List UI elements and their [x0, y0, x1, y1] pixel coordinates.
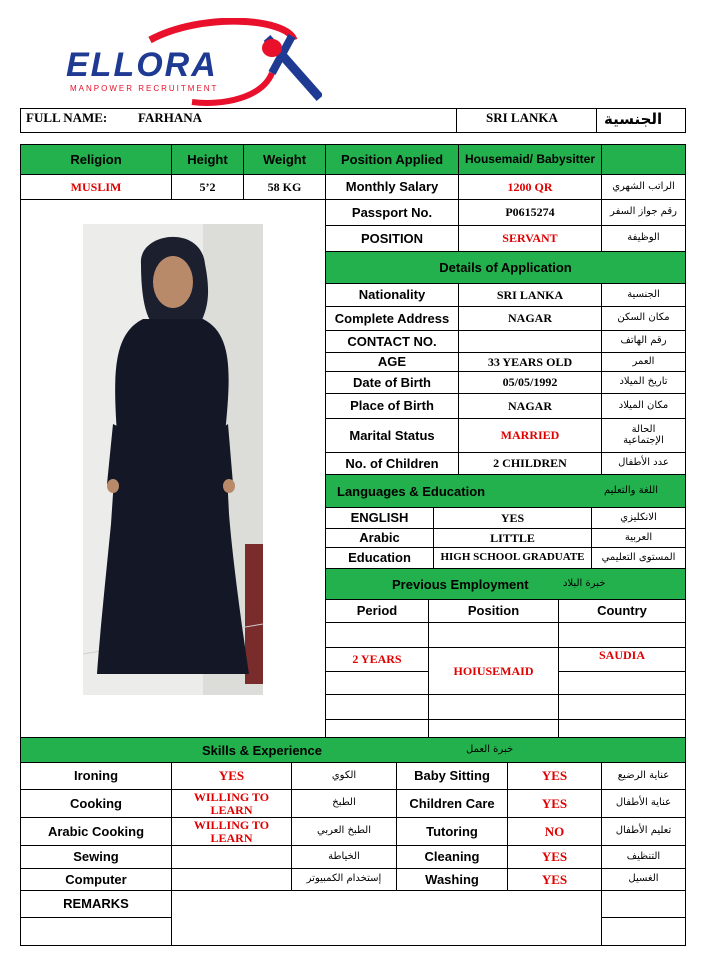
name-country-ar: الجنسية — [604, 110, 663, 128]
detail-children-value: 2 CHILDREN — [458, 452, 602, 475]
logo-tagline: MANPOWER RECRUITMENT — [70, 84, 219, 93]
prev-grid-cell — [558, 671, 686, 695]
detail-dob-label: Date of Birth — [325, 371, 459, 394]
lang-english-label: ENGLISH — [325, 507, 434, 529]
detail-marital-label: Marital Status — [325, 418, 459, 453]
position-label: POSITION — [325, 225, 459, 252]
prev-grid-cell — [558, 694, 686, 720]
skill-computer-ar: إستخدام الكمبيوتر — [291, 868, 397, 891]
lang-education-ar: المستوى التعليمي — [591, 547, 686, 569]
position-value: SERVANT — [458, 225, 602, 252]
position-applied-header: Position Applied — [325, 144, 459, 175]
prev-grid-cell — [428, 719, 559, 738]
prev-employment-title-ar: خبرة البلاد — [563, 578, 606, 589]
skill-tutoring-value: NO — [507, 817, 602, 846]
lang-arabic-value: LITTLE — [433, 528, 592, 548]
prev-employment-title: Previous Employment — [392, 577, 529, 592]
prev-country-value: SAUDIA — [558, 647, 686, 672]
details-title: Details of Application — [325, 251, 686, 284]
skill-sewing-value — [171, 845, 292, 869]
skill-tutoring-label: Tutoring — [396, 817, 508, 846]
skill-sewing-label: Sewing — [20, 845, 172, 869]
prev-grid-cell — [325, 622, 429, 648]
skill-cooking-ar: الطبخ — [291, 789, 397, 818]
detail-dob-ar: تاريخ الميلاد — [601, 371, 686, 394]
remarks-right-cell — [601, 890, 686, 918]
skills-title-bar — [20, 737, 686, 763]
prev-grid-cell — [558, 719, 686, 738]
detail-pob-value: NAGAR — [458, 393, 602, 419]
lang-arabic-label: Arabic — [325, 528, 434, 548]
remarks-left-blank — [20, 917, 172, 946]
detail-nationality-value: SRI LANKA — [458, 283, 602, 307]
detail-contact-label: CONTACT NO. — [325, 330, 459, 353]
prev-period-header: Period — [325, 599, 429, 623]
skill-cleaning-value: YES — [507, 845, 602, 869]
skill-babysitting-label: Baby Sitting — [396, 762, 508, 790]
languages-title-ar: اللغة والتعليم — [604, 485, 658, 496]
detail-contact-ar: رقم الهاتف — [601, 330, 686, 353]
skill-arabic-cooking-value: WILLING TO LEARN — [171, 817, 292, 846]
detail-marital-value: MARRIED — [458, 418, 602, 453]
skill-arabic-cooking-label: Arabic Cooking — [20, 817, 172, 846]
lang-education-value: HIGH SCHOOL GRADUATE — [433, 547, 592, 569]
prev-grid-cell — [325, 671, 429, 695]
skill-cooking-label: Cooking — [20, 789, 172, 818]
height-value: 5’2 — [171, 174, 244, 200]
skill-washing-label: Washing — [396, 868, 508, 891]
salary-label-ar: الراتب الشهري — [601, 174, 686, 200]
skills-title-ar: خبرة العمل — [466, 744, 514, 755]
skill-childrencare-label: Children Care — [396, 789, 508, 818]
prev-country-header: Country — [558, 599, 686, 623]
skill-childrencare-ar: عناية الأطفال — [601, 789, 686, 818]
prev-grid-cell — [325, 719, 429, 738]
remarks-cell — [171, 890, 602, 946]
skill-washing-ar: الغسيل — [601, 868, 686, 891]
weight-header: Weight — [243, 144, 326, 175]
skill-cleaning-label: Cleaning — [396, 845, 508, 869]
prev-position-value: HOIUSEMAID — [428, 647, 559, 695]
detail-nationality-label: Nationality — [325, 283, 459, 307]
passport-label-ar: رقم جواز السفر — [601, 199, 686, 226]
lang-english-value: YES — [433, 507, 592, 529]
company-logo — [62, 18, 322, 106]
full-name-label: FULL NAME: — [26, 110, 108, 125]
skill-sewing-ar: الخياطة — [291, 845, 397, 869]
skill-babysitting-value: YES — [507, 762, 602, 790]
lang-education-label: Education — [325, 547, 434, 569]
skill-childrencare-value: YES — [507, 789, 602, 818]
prev-grid-cell — [428, 622, 559, 648]
religion-header: Religion — [20, 144, 172, 175]
detail-age-ar: العمر — [601, 352, 686, 372]
name-divider-2 — [596, 108, 597, 133]
candidate-photo — [83, 224, 263, 695]
detail-address-label: Complete Address — [325, 306, 459, 331]
name-row — [20, 108, 686, 133]
skill-ironing-value: YES — [171, 762, 292, 790]
detail-contact-value — [458, 330, 602, 353]
detail-age-value: 33 YEARS OLD — [458, 352, 602, 372]
passport-value: P0615274 — [458, 199, 602, 226]
skill-ironing-ar: الكوي — [291, 762, 397, 790]
name-country: SRI LANKA — [486, 110, 558, 125]
skill-cooking-value: WILLING TO LEARN — [171, 789, 292, 818]
lang-english-ar: الانكليزي — [591, 507, 686, 529]
position-label-ar: الوظيفة — [601, 225, 686, 252]
skill-computer-value — [171, 868, 292, 891]
skill-computer-label: Computer — [20, 868, 172, 891]
detail-children-label: No. of Children — [325, 452, 459, 475]
summary-header-blank — [601, 144, 686, 175]
full-name-value: FARHANA — [138, 110, 203, 125]
remarks-right-blank — [601, 917, 686, 946]
skill-babysitting-ar: عناية الرضيع — [601, 762, 686, 790]
prev-grid-cell — [558, 622, 686, 648]
skill-washing-value: YES — [507, 868, 602, 891]
prev-grid-cell — [325, 694, 429, 720]
remarks-label: REMARKS — [20, 890, 172, 918]
detail-pob-label: Place of Birth — [325, 393, 459, 419]
detail-address-value: NAGAR — [458, 306, 602, 331]
detail-marital-ar: الحالة الإجتماعية — [601, 418, 686, 453]
logo-brand: ELLORA — [66, 46, 218, 84]
skills-title: Skills & Experience — [202, 743, 322, 758]
name-divider — [456, 108, 457, 133]
detail-pob-ar: مكان الميلاد — [601, 393, 686, 419]
prev-position-header: Position — [428, 599, 559, 623]
prev-period-value: 2 YEARS — [325, 647, 429, 672]
skill-cleaning-ar: التنظيف — [601, 845, 686, 869]
skill-tutoring-ar: تعليم الأطفال — [601, 817, 686, 846]
weight-value: 58 KG — [243, 174, 326, 200]
photo-graphic — [83, 224, 263, 695]
detail-address-ar: مكان السكن — [601, 306, 686, 331]
languages-title: Languages & Education — [337, 484, 486, 499]
detail-age-label: AGE — [325, 352, 459, 372]
detail-dob-value: 05/05/1992 — [458, 371, 602, 394]
detail-children-ar: عدد الأطفال — [601, 452, 686, 475]
height-header: Height — [171, 144, 244, 175]
position-applied-value: Housemaid/ Babysitter — [458, 144, 602, 175]
skill-ironing-label: Ironing — [20, 762, 172, 790]
passport-label: Passport No. — [325, 199, 459, 226]
salary-label: Monthly Salary — [325, 174, 459, 200]
detail-nationality-ar: الجنسية — [601, 283, 686, 307]
religion-value: MUSLIM — [20, 174, 172, 200]
lang-arabic-ar: العربية — [591, 528, 686, 548]
skill-arabic-cooking-ar: الطبخ العربي — [291, 817, 397, 846]
prev-grid-cell — [428, 694, 559, 720]
salary-value: 1200 QR — [458, 174, 602, 200]
